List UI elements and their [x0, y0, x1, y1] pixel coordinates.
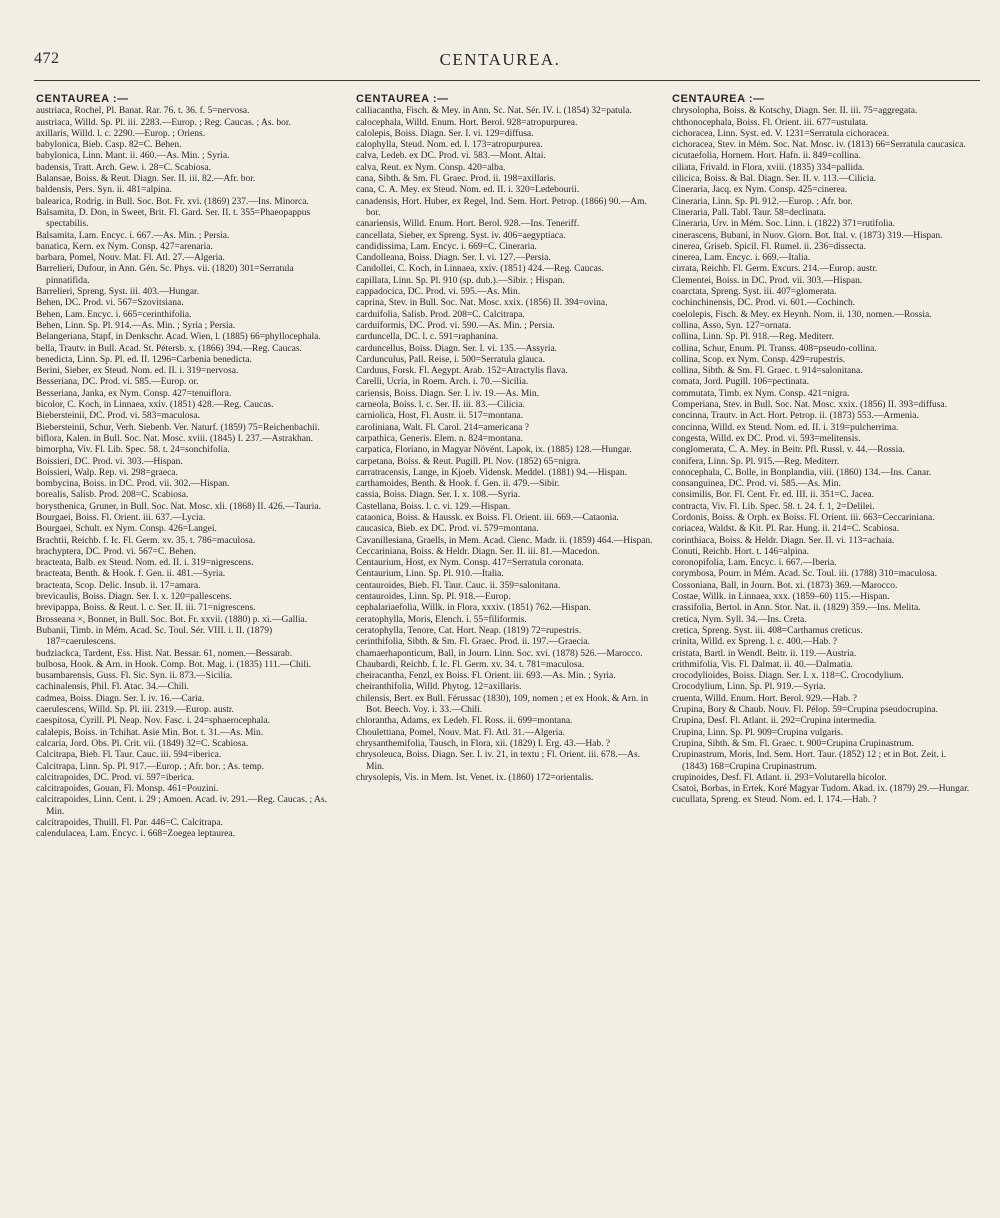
index-entry: carpatica, Floriano, in Magyar Növént. Lapok, ix. (1885) 128.—Hungar.: [356, 445, 632, 456]
column-2: [356, 94, 656, 1209]
index-entry: chrysolepis, Vis. in Mem. Ist. Venet. ix. (1860) 172=orientalis.: [356, 772, 594, 783]
index-entry: collina, Scop. ex Nym. Consp. 429=rupestris.: [672, 354, 846, 365]
index-entry: contracta, Viv. Fl. Lib. Spec. 58. t. 24. f. 1, 2=Delilei.: [672, 501, 875, 512]
index-entry: cerinthifolia, Sibth. & Sm. Fl. Graec. Prod. ii. 197.—Graecia.: [356, 637, 591, 648]
index-entry: calolepis, Boiss. Diagn. Ser. I. vi. 129=diffusa.: [356, 128, 534, 139]
index-entry: Costae, Willk. in Linnaea, xxx. (1859–60) 115.—Hispan.: [672, 592, 890, 603]
index-entry: calalepis, Boiss. in Tchihat. Asie Min. Bot. t. 31.—As. Min.: [36, 727, 264, 738]
index-entry: crassifolia, Bertol. in Ann. Stor. Nat. ii. (1829) 359.—Ins. Melita.: [672, 603, 921, 614]
index-entry: coronopifolia, Lam. Encyc. i. 667.—Iberia.: [672, 558, 837, 569]
index-entry: cretica, Spreng. Syst. iii. 408=Carthamus creticus.: [672, 625, 863, 636]
index-entry: cephalariaefolia, Willk. in Flora, xxxiv. (1851) 762.—Hispan.: [356, 603, 591, 614]
index-entry: crithmifolia, Vis. Fl. Dalmat. ii. 40.—Dalmatia.: [672, 659, 853, 670]
index-entry: cucullata, Spreng. ex Steud. Nom. ed. I. 174.—Hab. ?: [672, 795, 877, 806]
index-entry: cancellata, Sieber, ex Spreng. Syst. iv. 406=aegyptiaca.: [356, 230, 566, 241]
index-entry: brachyptera, DC. Prod. vi. 567=C. Behen.: [36, 546, 196, 557]
column-3: [672, 94, 972, 1209]
index-entry: Clementei, Boiss. in DC. Prod. vii. 303.—Hispan.: [672, 275, 863, 286]
index-entry: Crupina, Linn. Sp. Pl. 909=Crupina vulgaris.: [672, 727, 844, 738]
index-entry: Besseriana, Janka, ex Nym. Consp. 427=tenuiflora.: [36, 388, 232, 399]
index-entry: chrysolopha, Boiss. & Kotschy, Diagn. Ser. II. iii. 75=aggregata.: [672, 106, 918, 117]
index-entry: bracteata, Benth. & Hook. f. Gen. ii. 481.—Syria.: [36, 569, 226, 580]
index-entry: bimorpha, Viv. Fl. Lib. Spec. 58. t. 24=sonchifolia.: [36, 445, 230, 456]
index-entry: congesta, Willd. ex DC. Prod. vi. 593=melitensis.: [672, 433, 861, 444]
index-entry: Candolleana, Boiss. Diagn. Ser. I. vi. 127.—Persia.: [356, 253, 551, 264]
index-entry: Crupina, Sibth. & Sm. Fl. Graec. t. 900=Crupina Crupinastrum.: [672, 738, 915, 749]
index-entry: Cordonis, Boiss. & Orph. ex Boiss. Fl. Orient. iii. 663=Ceccariniana.: [672, 512, 935, 523]
index-entry: Crupina, Bory & Chaub. Nouv. Fl. Pélop. 59=Crupina pseudocrupina.: [672, 705, 938, 716]
index-entry: Behen, Lam. Encyc. i. 665=cerinthifolia.: [36, 309, 192, 320]
index-entry: consimilis, Bor. Fl. Cent. Fr. ed. III. ii. 351=C. Jacea.: [672, 490, 874, 501]
index-entry: carneola, Boiss. l. c. Ser. II. iii. 83.—Cilicia.: [356, 400, 525, 411]
index-entry: brevipappa, Boiss. & Reut. l. c. Ser. II. iii. 71=nigrescens.: [36, 603, 256, 614]
index-entry: cadmea, Boiss. Diagn. Ser. I. iv. 16.—Caria.: [36, 693, 205, 704]
index-entry: bracteata, Balb. ex Steud. Nom. ed. II. i. 319=nigrescens.: [36, 558, 254, 569]
index-entry: Castellana, Boiss. l. c. vi. 129.—Hispan.: [356, 501, 511, 512]
index-entry: Ceccariniana, Boiss. & Heldr. Diagn. Ser. II. iii. 81.—Macedon.: [356, 546, 600, 557]
index-entry: calliacantha, Fisch. & Mey. in Ann. Sc. Nat. Sér. IV. i. (1854) 32=patula.: [356, 106, 632, 117]
index-entry: Besseriana, DC. Prod. vi. 585.—Europ. or.: [36, 377, 199, 388]
index-entry: Cavanillesiana, Graells, in Mem. Acad. Cienc. Madr. ii. (1859) 464.—Hispan.: [356, 535, 653, 546]
index-entry: Biebersteinii, DC. Prod. vi. 583=maculosa.: [36, 411, 200, 422]
index-entry: brevicaulis, Boiss. Diagn. Ser. I. x. 120=pallescens.: [36, 592, 232, 603]
index-entry: conocephala, C. Bolle, in Bonplandia, viii. (1860) 134.—Ins. Canar.: [672, 467, 932, 478]
index-entry: concinna, Willd. ex Steud. Nom. ed. II. i. 319=pulcherrima.: [672, 422, 899, 433]
index-entry: ceratophylla, Moris, Elench. i. 55=filiformis.: [356, 614, 527, 625]
index-entry: carduncellus, Boiss. Diagn. Ser. I. vi. 135.—Assyria.: [356, 343, 558, 354]
running-head: CENTAUREA.: [439, 50, 561, 69]
index-entry: borysthenica, Gruner, in Bull. Soc. Nat. Mosc. xli. (1868) II. 426.—Tauria.: [36, 501, 321, 512]
entry-list: [356, 106, 656, 784]
index-entry: collina, Linn. Sp. Pl. 918.—Reg. Mediterr.: [672, 332, 835, 343]
entry-list: [672, 106, 972, 806]
index-entry: Balsamita, Lam. Encyc. i. 667.—As. Min. ; Persia.: [36, 230, 230, 241]
index-entry: caerulescens, Willd. Sp. Pl. iii. 2319.—Europ. austr.: [36, 705, 234, 716]
index-entry: carthamoides, Benth. & Hook. f. Gen. ii. 479.—Sibir.: [356, 479, 560, 490]
index-entry: cariensis, Boiss. Diagn. Ser. I. iv. 19.—As. Min.: [356, 388, 540, 399]
index-entry: coriacea, Waldst. & Kit. Pl. Rar. Hung. ii. 214=C. Scabiosa.: [672, 524, 900, 535]
index-entry: caespitosa, Cyrill. Pl. Neap. Nov. Fasc. i. 24=sphaerocephala.: [36, 716, 271, 727]
index-entry: Candollei, C. Koch, in Linnaea, xxiv. (1851) 424.—Reg. Caucas.: [356, 264, 604, 275]
index-entry: busambarensis, Guss. Fl. Sic. Syn. ii. 873.—Sicilia.: [36, 671, 233, 682]
index-entry: cassia, Boiss. Diagn. Ser. I. x. 108.—Syria.: [356, 490, 521, 501]
index-entry: Brachtii, Reichb. f. Ic. Fl. Germ. xv. 35. t. 786=maculosa.: [36, 535, 256, 546]
column-heading: CENTAUREA :—: [36, 94, 129, 105]
index-entry: calcitrapoides, Linn. Cent. i. 29 ; Amoen. Acad. iv. 291.—Reg. Caucas. ; As. Min.: [36, 795, 327, 817]
column-1: [36, 94, 336, 1209]
index-entry: conifera, Linn. Sp. Pl. 915.—Reg. Mediterr.: [672, 456, 840, 467]
index-entry: Calcitrapa, Bieb. Fl. Taur. Cauc. iii. 594=iberica.: [36, 750, 222, 761]
index-entry: cichoracea, Stev. in Mém. Soc. Nat. Mosc. iv. (1813) 66=Serratula caucasica.: [672, 140, 966, 151]
index-entry: crocodylioides, Boiss. Diagn. Ser. I. x. 118=C. Crocodylium.: [672, 671, 904, 682]
index-entry: comata, Jord. Pugill. 106=pectinata.: [672, 377, 810, 388]
index-entry: Cineraria, Urv. in Mém. Soc. Linn. i. (1822) 371=rutifolia.: [672, 219, 895, 230]
index-entry: carniolica, Host, Fl. Austr. ii. 517=montana.: [356, 411, 524, 422]
index-entry: chilensis, Bert. ex Bull. Férussac (1830), 109, nomen ; et ex Hook. & Arn. in Bot. Beech. Voy. i. 33.—Chili.: [356, 693, 649, 716]
index-entry: consanguinea, DC. Prod. vi. 585.—As. Min.: [672, 479, 841, 490]
index-entry: Cineraria, Pall. Tabl. Taur. 58=declinata.: [672, 207, 826, 218]
index-entry: capillata, Linn. Sp. Pl. 910 (sp. dub.).—Sibir. ; Hispan.: [356, 275, 565, 286]
index-entry: austriaca, Rochel, Pl. Banat. Rar. 76. t. 36. f. 5=nervosa.: [36, 106, 250, 117]
index-entry: Bubanii, Timb. in Mém. Acad. Sc. Toul. Sér. VIII. i. II. (1879) 187=caerulescens.: [36, 625, 273, 648]
index-entry: cicutaefolia, Hornem. Hort. Hafn. ii. 849=collina.: [672, 151, 861, 162]
index-entry: calocephala, Willd. Enum. Hort. Berol. 928=atropurpurea.: [356, 117, 578, 128]
index-entry: commutata, Timb. ex Nym. Consp. 421=nigra.: [672, 388, 850, 399]
index-entry: bombycina, Boiss. in DC. Prod. vii. 302.—Hispan.: [36, 479, 230, 490]
index-entry: coelolepis, Fisch. & Mey. ex Heynh. Nom. ii. 130, nomen.—Rossia.: [672, 309, 932, 320]
index-entry: baldensis, Pers. Syn. ii. 481=alpina.: [36, 185, 172, 196]
index-entry: badensis, Tratt. Arch. Gew. i. 28=C. Scabiosa.: [36, 162, 211, 173]
index-entry: cana, C. A. Mey. ex Steud. Nom. ed. II. i. 320=Ledebourii.: [356, 185, 580, 196]
index-entry: Cineraria, Jacq. ex Nym. Consp. 425=cinerea.: [672, 185, 848, 196]
index-entry: ciliata, Frivald. in Flora, xviii. (1835) 334=pallida.: [672, 162, 865, 173]
column-heading: CENTAUREA :—: [356, 94, 449, 105]
index-entry: cinerascens, Bubani, in Nuov. Giorn. Bot. Ital. v. (1873) 319.—Hispan.: [672, 230, 943, 241]
index-entry: biflora, Kalen. in Bull. Soc. Nat. Mosc. xviii. (1845) I. 237.—Astrakhan.: [36, 433, 314, 444]
index-entry: Cardunculus, Pall. Reise, i. 500=Serratula glauca.: [356, 354, 545, 365]
index-entry: calva, Ledeb. ex DC. Prod. vi. 583.—Mont. Altai.: [356, 151, 546, 162]
index-entry: Behen, Linn. Sp. Pl. 914.—As. Min. ; Syria ; Persia.: [36, 320, 236, 331]
page-number: 472: [34, 50, 60, 67]
index-entry: bulbosa, Hook. & Arn. in Hook. Comp. Bot. Mag. i. (1835) 111.—Chili.: [36, 659, 312, 670]
index-entry: calcitrapoides, Gouan, Fl. Monsp. 461=Pouzini.: [36, 784, 219, 795]
index-entry: balearica, Rodrig. in Bull. Soc. Bot. Fr. xvi. (1869) 237.—Ins. Minorca.: [36, 196, 309, 207]
index-entry: Cineraria, Linn. Sp. Pl. 912.—Europ. ; Afr. bor.: [672, 196, 853, 207]
index-entry: cana, Sibth. & Sm. Fl. Graec. Prod. ii. 198=axillaris.: [356, 174, 556, 185]
index-entry: Conuti, Reichb. Hort. t. 146=alpina.: [672, 546, 810, 557]
index-entry: bella, Trautv. in Bull. Acad. St. Pétersb. x. (1866) 394.—Reg. Caucas.: [36, 343, 302, 354]
index-entry: Boissieri, DC. Prod. vi. 303.—Hispan.: [36, 456, 183, 467]
index-entry: canadensis, Hort. Huber, ex Regel, Ind. Sem. Hort. Petrop. (1866) 90.—Am. bor.: [356, 196, 647, 218]
index-entry: conglomerata, C. A. Mey. in Beitr. Pfl. Russl. v. 44.—Rossia.: [672, 445, 905, 456]
index-entry: axillaris, Willd. l. c. 2290.—Europ. ; Oriens.: [36, 128, 206, 139]
index-entry: cristata, Bartl. in Wendl. Beitr. ii. 119.—Austria.: [672, 648, 857, 659]
index-entry: caucasica, Bieb. ex DC. Prod. vi. 579=montana.: [356, 524, 539, 535]
index-entry: Balsamita, D. Don, in Sweet, Brit. Fl. Gard. Ser. II. t. 355=Phaeopappus spectabilis.: [36, 207, 311, 230]
index-entry: Centaurium, Host, ex Nym. Consp. 417=Serratula coronata.: [356, 558, 584, 569]
index-entry: babylonica, Bieb. Casp. 82=C. Behen.: [36, 140, 182, 151]
index-entry: collina, Asso, Syn. 127=ornata.: [672, 320, 792, 331]
index-entry: centauroides, Linn. Sp. Pl. 918.—Europ.: [356, 592, 511, 603]
index-entry: Centaurium, Linn. Sp. Pl. 910.—Italia.: [356, 569, 504, 580]
index-entry: Calcitrapa, Linn. Sp. Pl. 917.—Europ. ; Afr. bor. ; As. temp.: [36, 761, 264, 772]
index-entry: cheiranthifolia, Willd. Phytog. 12=axillaris.: [356, 682, 522, 693]
index-entry: budziackca, Tardent, Ess. Hist. Nat. Bessar. 61, nomen.—Bessarab.: [36, 648, 293, 659]
index-entry: canariensis, Willd. Enum. Hort. Berol. 928.—Ins. Teneriff.: [356, 219, 580, 230]
index-entry: cinerea, Griseb. Spicil. Fl. Rumel. ii. 236=dissecta.: [672, 241, 867, 252]
index-entry: bicolor, C. Koch, in Linnaea, xxiv. (1851) 428.—Reg. Caucas.: [36, 400, 274, 411]
entry-list: [36, 106, 336, 840]
index-entry: Crocodylium, Linn. Sp. Pl. 919.—Syria.: [672, 682, 826, 693]
index-entry: Bourgaei, Boiss. Fl. Orient. iii. 637.—Lycia.: [36, 512, 206, 523]
index-entry: corymbosa, Pourr. in Mém. Acad. Sc. Toul. iii. (1788) 310=maculosa.: [672, 569, 937, 580]
index-entry: Crupinastrum, Moris, Ind. Sem. Hort. Taur. (1852) 12 ; et in Bot. Zeit. i. (1843) 168=Crupina Crupinastrum.: [672, 750, 947, 772]
index-entry: calcitrapoides, DC. Prod. vi. 597=iberica.: [36, 772, 195, 783]
index-entry: Choulettiana, Pomel, Nouv. Mat. Fl. Atl. 31.—Algeria.: [356, 727, 565, 738]
index-entry: Carelli, Ucria, in Roem. Arch. i. 70.—Sicilia.: [356, 377, 529, 388]
index-entry: centauroides, Bieb. Fl. Taur. Cauc. ii. 359=salonitana.: [356, 580, 561, 591]
index-entry: corinthiaca, Boiss. & Heldr. Diagn. Ser. II. vi. 113=achaia.: [672, 535, 895, 546]
index-entry: Carduus, Forsk. Fl. Aegypt. Arab. 152=Atractylis flava.: [356, 366, 568, 377]
index-entry: cappadocica, DC. Prod. vi. 595.—As. Min.: [356, 287, 521, 298]
index-entry: calcaria, Jord. Obs. Pl. Crit. vii. (1849) 32=C. Scabiosa.: [36, 738, 249, 749]
index-entry: carduncella, DC. l. c. 591=raphanina.: [356, 332, 499, 343]
index-entry: candidissima, Lam. Encyc. i. 669=C. Cineraria.: [356, 241, 537, 252]
index-entry: chrysoleuca, Boiss. Diagn. Ser. I. iv. 21, in textu ; Fl. Orient. iii. 678.—As. Min.: [356, 750, 641, 772]
index-entry: Chaubardi, Reichb. f. Ic. Fl. Germ. xv. 34. t. 781=maculosa.: [356, 659, 585, 670]
index-entry: barbara, Pomel, Nouv. Mat. Fl. Atl. 27.—Algeria.: [36, 253, 225, 264]
index-entry: cinerea, Lam. Encyc. i. 669.—Italia.: [672, 253, 811, 264]
index-entry: Cossoniana, Ball, in Journ. Bot. xi. (1873) 369.—Marocco.: [672, 580, 898, 591]
index-entry: chlorantha, Adams, ex Ledeb. Fl. Ross. ii. 699=montana.: [356, 716, 573, 727]
column-heading: CENTAUREA :—: [672, 94, 765, 105]
index-entry: cochinchinensis, DC. Prod. vi. 601.—Cochinch.: [672, 298, 856, 309]
index-entry: babylonica, Linn. Mant. ii. 460.—As. Min. ; Syria.: [36, 151, 230, 162]
index-entry: chthonocephala, Boiss. Fl. Orient. iii. 677=ustulata.: [672, 117, 869, 128]
index-entry: Behen, DC. Prod. vi. 567=Szovitsiana.: [36, 298, 184, 309]
index-entry: cataonica, Boiss. & Haussk. ex Boiss. Fl. Orient. iii. 669.—Cataonia.: [356, 512, 619, 523]
index-entry: carpetana, Boiss. & Reut. Pugill. Pl. Nov. (1852) 65=nigra.: [356, 456, 581, 467]
index-entry: benedicta, Linn. Sp. Pl. ed. II. 1296=Carbenia benedicta.: [36, 354, 252, 365]
index-entry: Crupina, Desf. Fl. Atlant. ii. 292=Crupina intermedia.: [672, 716, 877, 727]
index-entry: carratracensis, Lange, in Kjoeb. Vidensk. Meddel. (1881) 94.—Hispan.: [356, 467, 627, 478]
index-entry: Csatoi, Borbas, in Ertek. Koré Magyar Tudom. Akad. ix. (1879) 29.—Hungar.: [672, 784, 970, 795]
index-entry: chamaerhaponticum, Ball, in Journ. Linn. Soc. xvi. (1878) 526.—Marocco.: [356, 648, 643, 659]
index-entry: ceratophylla, Tenore, Cat. Hort. Neap. (1819) 72=rupestris.: [356, 625, 582, 636]
index-entry: bracteata, Scop. Delic. Insub. ii. 17=amara.: [36, 580, 201, 591]
index-entry: calendulacea, Lam. Encyc. i. 668=Zoegea leptaurea.: [36, 829, 235, 840]
index-entry: carduifolia, Salisb. Prod. 208=C. Calcitrapa.: [356, 309, 525, 320]
index-entry: calva, Reut. ex Nym. Consp. 420=alba.: [356, 162, 506, 173]
index-entry: cichoracea, Linn. Syst. ed. V. 1231=Serratula cichoracea.: [672, 128, 890, 139]
index-entry: Belangeriana, Stapf, in Denkschr. Acad. Wien, l. (1885) 66=phyllocephala.: [36, 332, 321, 343]
index-entry: concinna, Trautv. in Act. Hort. Petrop. ii. (1873) 553.—Armenia.: [672, 411, 919, 422]
index-entry: Brosseana ×, Bonnet, in Bull. Soc. Bot. Fr. xxvii. (1880) p. xi.—Gallia.: [36, 614, 308, 625]
index-entry: collina, Sibth. & Sm. Fl. Graec. t. 914=salonitana.: [672, 366, 863, 377]
index-entry: Barrelieri, Dufour, in Ann. Gén. Sc. Phys. vii. (1820) 301=Serratula pinnatifida.: [36, 264, 294, 286]
index-entry: chrysanthemifolia, Tausch, in Flora, xii. (1829) I. Erg. 43.—Hab. ?: [356, 738, 611, 749]
index-entry: Bourgaei, Schult. ex Nym. Consp. 426=Langei.: [36, 524, 217, 535]
index-entry: austriaca, Willd. Sp. Pl. iii. 2283.—Europ. ; Reg. Caucas. ; As. bor.: [36, 117, 291, 128]
index-entry: carduiformis, DC. Prod. vi. 590.—As. Min. ; Persia.: [356, 320, 555, 331]
index-entry: cachinalensis, Phil. Fl. Atac. 34.—Chili.: [36, 682, 190, 693]
index-entry: Biebersteinii, Schur, Verh. Siebenb. Ver. Naturf. (1859) 75=Reichenbachii.: [36, 422, 320, 433]
index-entry: cheiracantha, Fenzl, ex Boiss. Fl. Orient. iii. 693.—As. Min. ; Syria.: [356, 671, 616, 682]
index-entry: crupinoides, Desf. Fl. Atlant. ii. 293=Volutarella bicolor.: [672, 772, 887, 783]
index-entry: caprina, Stev. in Bull. Soc. Nat. Mosc. xxix. (1856) II. 394=ovina.: [356, 298, 608, 309]
index-entry: Barrelieri, Spreng. Syst. iii. 403.—Hungar.: [36, 287, 200, 298]
index-entry: Berini, Sieber, ex Steud. Nom. ed. II. i. 319=nervosa.: [36, 366, 239, 377]
index-entry: collina, Schur, Enum. Pl. Transs. 408=pseudo-collina.: [672, 343, 877, 354]
index-entry: cruenta, Willd. Enum. Hort. Berol. 929.—Hab. ?: [672, 693, 857, 704]
header-rule: [34, 80, 980, 81]
index-entry: cilicica, Boiss. & Bal. Diagn. Ser. II. v. 113.—Cilicia.: [672, 174, 877, 185]
index-entry: Boissieri, Walp. Rep. vi. 298=graeca.: [36, 467, 178, 478]
index-entry: crinita, Willd. ex Spreng. l. c. 400.—Hab. ?: [672, 637, 838, 648]
index-entry: borealis, Salisb. Prod. 208=C. Scabiosa.: [36, 490, 189, 501]
index-entry: carpathica, Generis. Elem. n. 824=montana.: [356, 433, 524, 444]
index-entry: Balansae, Boiss. & Reut. Diagn. Ser. II. iii. 82.—Afr. bor.: [36, 174, 256, 185]
index-entry: coarctata, Spreng. Syst. iii. 407=glomerata.: [672, 287, 837, 298]
index-entry: Comperiana, Stev. in Bull. Soc. Nat. Mosc. xxix. (1856) II. 393=diffusa.: [672, 400, 948, 411]
index-entry: banatica, Kern. ex Nym. Consp. 427=arenaria.: [36, 241, 213, 252]
index-entry: calcitrapoides, Thuill. Fl. Par. 446=C. Calcitrapa.: [36, 818, 223, 828]
index-entry: caroliniana, Walt. Fl. Carol. 214=americana ?: [356, 422, 529, 433]
index-entry: cretica, Nym. Syll. 34.—Ins. Creta.: [672, 614, 807, 625]
index-entry: cirrata, Reichb. Fl. Germ. Excurs. 214.—Europ. austr.: [672, 264, 878, 275]
index-entry: calophylla, Steud. Nom. ed. I. 173=atropurpurea.: [356, 140, 543, 151]
